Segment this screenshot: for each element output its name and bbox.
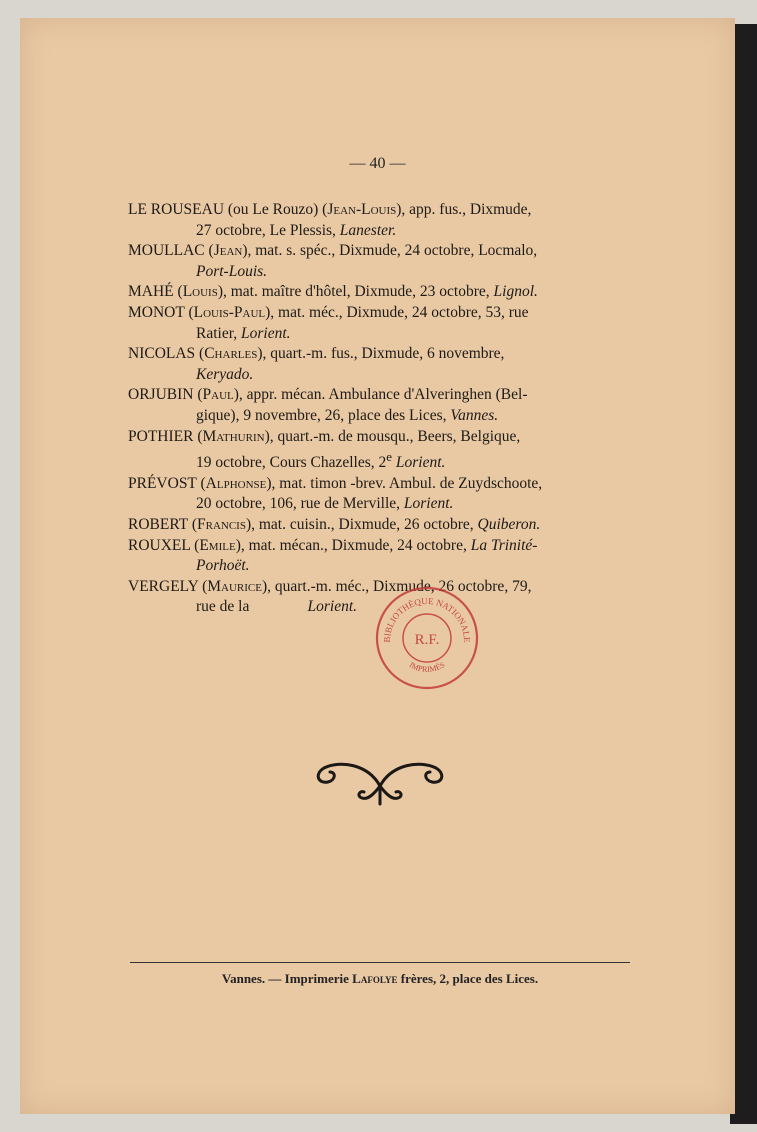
library-stamp — [372, 583, 482, 693]
entry-place: Quiberon. — [477, 516, 541, 534]
entry-name: LE ROUSEAU — [128, 201, 225, 218]
list-entry-continuation — [128, 365, 633, 386]
entry-place: Lorient. — [241, 324, 291, 342]
list-entry-continuation — [128, 262, 633, 283]
stamp-bottom-text: IMPRIMÉS — [407, 660, 447, 674]
entry-place: Lorient. — [307, 598, 358, 616]
entry-place: Port-Louis. — [196, 262, 268, 280]
entry-name: ROBERT — [128, 516, 188, 534]
entry-name: ORJUBIN — [128, 386, 194, 404]
list-entry: ORJUBIN (Paul), appr. mécan. Ambulance d'Alveringhen (Bel- — [128, 386, 528, 404]
entry-given-name: Jean-Louis — [327, 201, 397, 218]
entry-given-name: Louis-Paul — [193, 303, 266, 321]
list-entry-continuation: rue de la Lorient. — [196, 598, 358, 616]
list-entry-continuation: 20 octobre, 106, rue de Merville, Lorient. — [196, 495, 454, 513]
casualty-list — [128, 200, 633, 618]
stamp-top-text: BIBLIOTHÈQUE NATIONALE — [381, 595, 473, 643]
entry-place: Lorient. — [392, 454, 446, 472]
list-entry: ROBERT (Francis), mat. cuisin., Dixmude, 26 octobre, Quiberon. — [128, 516, 541, 534]
list-entry: VERGELY (Maurice), quart.-m. méc., Dixmude, 26 octobre, 79, — [128, 577, 532, 595]
entry-name: MONOT — [128, 303, 185, 321]
entry-given-name: Paul — [202, 386, 234, 404]
footer-rule — [130, 962, 630, 963]
entry-name: POTHIER — [128, 427, 194, 445]
entry-given-name: Emile — [199, 536, 236, 554]
entry-name: ROUXEL — [128, 536, 191, 554]
list-entry: MAHÉ (Louis), mat. maître d'hôtel, Dixmude, 23 octobre, Lignol. — [128, 283, 538, 301]
entry-given-name: Charles — [204, 345, 258, 363]
stamp-center-text: R.F. — [414, 632, 440, 648]
list-entry-continuation — [128, 556, 633, 577]
entry-name: VERGELY — [128, 577, 199, 595]
list-entry: NICOLAS (Charles), quart.-m. fus., Dixmude, 6 novembre, — [128, 345, 505, 363]
entry-name: NICOLAS — [128, 345, 196, 363]
entry-place: Porhoët. — [196, 557, 250, 575]
list-entry-continuation: gique), 9 novembre, 26, place des Lices, Vannes. — [196, 406, 499, 424]
list-entry: ROUXEL (Emile), mat. mécan., Dixmude, 24 octobre, La Trinité- — [128, 536, 538, 554]
printer-imprint: Vannes. — Imprimerie Lafolye frères, 2, place des Lices. — [221, 971, 539, 986]
entry-place: Lanester. — [339, 221, 397, 239]
list-entry-continuation: Ratier, Lorient. — [196, 324, 291, 342]
list-entry: MONOT (Louis-Paul), mat. méc., Dixmude, 24 octobre, 53, rue — [128, 303, 529, 321]
entry-name: PRÉVOST — [128, 474, 197, 492]
entry-name: MAHÉ — [128, 283, 174, 301]
entry-given-name: Maurice — [207, 577, 262, 595]
list-entry: POTHIER (Mathurin), quart.-m. de mousqu., Beers, Belgique, — [128, 427, 521, 445]
entry-place: Keryado. — [196, 365, 254, 383]
entry-given-name: Jean — [213, 242, 243, 260]
list-entry-continuation: 27 octobre, Le Plessis, Lanester. — [196, 221, 397, 239]
ornament-fleuron — [310, 746, 450, 810]
printer-name: Lafolye — [352, 971, 398, 986]
list-entry: MOULLAC (Jean), mat. s. spéc., Dixmude, 24 octobre, Locmalo, — [128, 242, 538, 260]
list-entry-continuation: 19 octobre, Cours Chazelles, 2e Lorient. — [196, 449, 446, 472]
entry-given-name: Francis — [196, 516, 246, 534]
entry-name: MOULLAC — [128, 242, 205, 260]
entry-given-name: Alphonse — [205, 474, 267, 492]
entry-given-name: Louis — [182, 283, 218, 301]
list-entry: PRÉVOST (Alphonse), mat. timon -brev. Ambul. de Zuydschoote, — [128, 474, 543, 492]
entry-place: Vannes. — [450, 406, 499, 424]
entry-place: Lignol. — [493, 283, 538, 301]
document-page — [20, 18, 735, 1114]
entry-given-name: Mathurin — [202, 427, 265, 445]
list-entry: LE ROUSEAU (ou Le Rouzo) (Jean-Louis), app. fus., Dixmude, — [128, 201, 532, 218]
entry-place: Lorient. — [403, 495, 454, 513]
page-number: — 40 — — [349, 155, 406, 172]
